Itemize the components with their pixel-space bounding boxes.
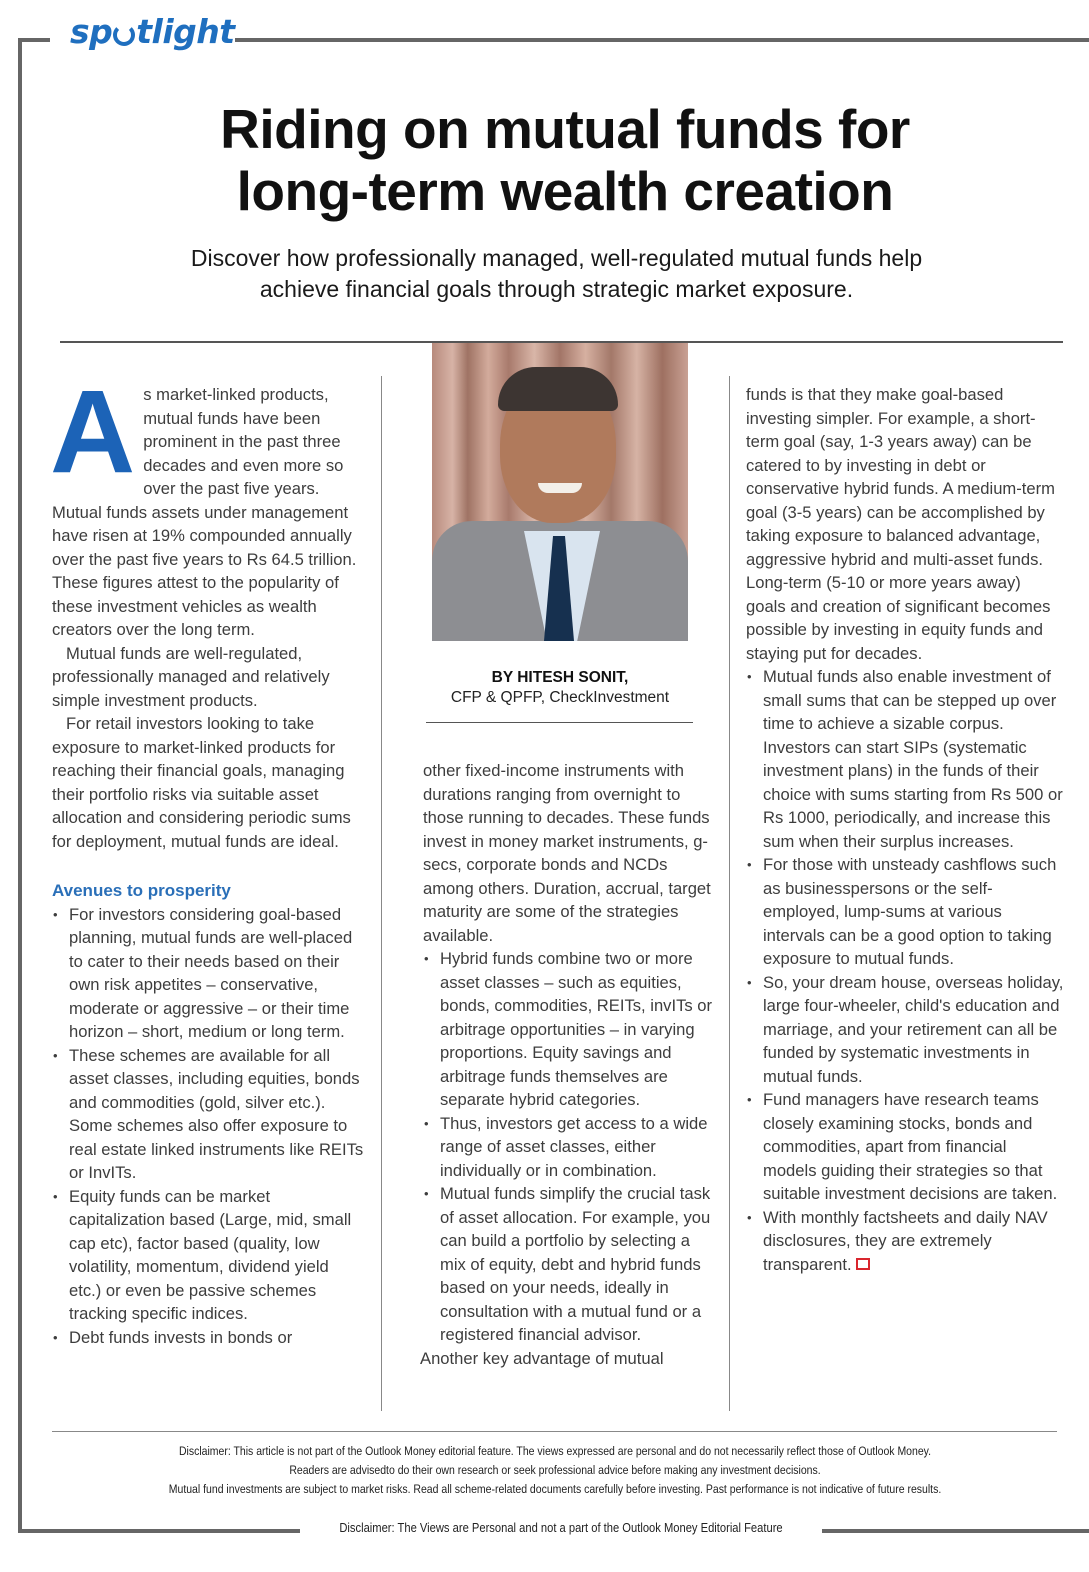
author-credentials: CFP & QPFP, CheckInvestment bbox=[450, 689, 670, 706]
article-column-2 bbox=[420, 759, 719, 1370]
list-item-last bbox=[746, 1206, 1064, 1277]
author-photo bbox=[432, 343, 688, 641]
spotlight-logo bbox=[70, 12, 235, 51]
list-item: • Equity funds can be market capitalization based (Large, mid, small cap etc), factor based (quality, low volatility, momentum, dividend yield etc.) or even be passive schemes tracking specific indices. bbox=[52, 1185, 364, 1326]
article-subtitle bbox=[0, 243, 1089, 305]
list-item: • For those with unsteady cashflows such as businesspersons or the self-employed, lump-sums at various intervals can be a good option to taking exposure to mutual funds. bbox=[746, 853, 1064, 971]
article-column-1 bbox=[50, 366, 364, 1349]
section-heading: Avenues to prosperity bbox=[52, 881, 231, 900]
title-line-1: Riding on mutual funds for bbox=[220, 98, 910, 160]
subtitle-line-2: achieve financial goals through strategic market exposure. bbox=[259, 276, 854, 302]
paragraph: Mutual funds are well-regulated, professionally managed and relatively simple investment products. bbox=[52, 643, 330, 710]
disclaimer-line: Mutual fund investments are subject to market risks. Read all scheme-related documents carefully before investing. Past performance is not indicative of future results. bbox=[168, 1482, 942, 1496]
bullet-list bbox=[52, 903, 364, 1350]
author-byline bbox=[400, 668, 720, 708]
disclaimer-line: Readers are advisedto do their own research or seek professional advice before making any investment decisions. bbox=[289, 1463, 821, 1477]
list-item: • Thus, investors get access to a wide range of asset classes, either individually or in combination. bbox=[423, 1112, 719, 1183]
title-line-2: long-term wealth creation bbox=[236, 160, 894, 222]
paragraph: Another key advantage of mutual bbox=[420, 1348, 664, 1368]
subtitle-line-1: Discover how professionally managed, well-regulated mutual funds help bbox=[190, 245, 923, 271]
disclaimer-block bbox=[129, 1442, 980, 1499]
logo-text-suffix: tlight bbox=[136, 12, 235, 51]
list-item: • Hybrid funds combine two or more asset classes – such as equities, bonds, commodities, REITs, invITs or arbitrage opportunities – in varying proportions. Equity savings and arbitrage funds themselves are separate hybrid categories. bbox=[423, 947, 719, 1112]
photo-hair bbox=[498, 367, 618, 411]
bullet-list bbox=[746, 665, 1064, 1276]
list-item: • Mutual funds also enable investment of small sums that can be stepped up over time to achieve a sizable corpus. Investors can start SIPs (systematic investment plans) in the funds of their choice with sums starting from Rs 500 or Rs 1000, periodically, and increase this sum when their surplus increases. bbox=[746, 665, 1064, 853]
end-of-article-icon bbox=[856, 1258, 870, 1270]
list-item: • Debt funds invests in bonds or bbox=[52, 1326, 364, 1350]
list-item: • Fund managers have research teams closely examining stocks, bonds and commodities, apart from financial models guiding their strategies so that suitable investment decisions are taken. bbox=[746, 1088, 1064, 1206]
paragraph: For retail investors looking to take exposure to market-linked products for reaching their financial goals, managing their portfolio risks via suitable asset allocation and considering periodic sums for deployment, mutual funds are ideal. bbox=[52, 714, 351, 851]
spotlight-o-icon bbox=[113, 24, 135, 46]
column-divider bbox=[381, 376, 382, 1411]
frame-border-top-left bbox=[20, 38, 50, 42]
list-item: • For investors considering goal-based planning, mutual funds are well-placed to cater to their needs based on their own risk appetites – conservative, moderate or aggressive – or their time horizon – short, medium or long term. bbox=[52, 903, 364, 1044]
author-name: BY HITESH SONIT, bbox=[491, 669, 629, 686]
article-title bbox=[0, 98, 1089, 222]
list-item: • These schemes are available for all asset classes, including equities, bonds and commodities (gold, silver etc.). Some schemes also offer exposure to real estate linked instruments like REITs or InvITs. bbox=[52, 1044, 364, 1185]
article-column-3 bbox=[746, 383, 1064, 1276]
footer-disclaimer: Disclaimer: The Views are Personal and not a part of the Outlook Money Editorial Feature bbox=[339, 1520, 783, 1535]
list-item: • Mutual funds simplify the crucial task of asset allocation. For example, you can build a portfolio by selecting a mix of equity, debt and hybrid funds based on your needs, ideally in consultation with a mutual fund or a registered financial advisor. bbox=[423, 1182, 719, 1347]
list-item-text: With monthly factsheets and daily NAV disclosures, they are extremely transparent. bbox=[763, 1207, 1048, 1274]
frame-border-top-right bbox=[235, 38, 1089, 42]
paragraph: other fixed-income instruments with durations ranging from overnight to those running to decades. These funds invest in money market instruments, g-secs, corporate bonds and NCDs among others. Duration, accrual, target maturity are some of the strategies available. bbox=[423, 761, 711, 945]
logo-text-prefix: sp bbox=[70, 12, 113, 51]
frame-border-bottom-left bbox=[18, 1529, 300, 1533]
byline-divider bbox=[426, 722, 693, 723]
intro-paragraph: s market-linked products, mutual funds have been prominent in the past three decades and even more so over the past five years. Mutual funds assets under management have risen at 19% compounded annually over the past five years to Rs 64.5 trillion. These figures attest to the popularity of these investment vehicles as wealth creators over the long term. bbox=[52, 385, 357, 639]
column-divider bbox=[729, 376, 730, 1411]
photo-smile bbox=[538, 483, 582, 493]
drop-cap: A bbox=[50, 366, 136, 498]
footer-divider bbox=[52, 1431, 1057, 1432]
paragraph: funds is that they make goal-based investing simpler. For example, a short-term goal (say, 1-3 years away) can be catered to by investing in debt or conservative hybrid funds. A medium-term goal (3-5 years) can be accomplished by taking exposure to balanced advantage, aggressive hybrid and multi-asset funds. Long-term (5-10 or more years away) goals and creation of significant becomes possible by investing in equity funds and staying put for decades. bbox=[746, 385, 1055, 663]
disclaimer-line: Disclaimer: This article is not part of the Outlook Money editorial feature. The views expressed are personal and do not necessarily reflect those of Outlook Money. bbox=[178, 1444, 932, 1458]
list-item: • So, your dream house, overseas holiday, large four-wheeler, child's education and marriage, and your retirement can all be funded by systematic investments in mutual funds. bbox=[746, 971, 1064, 1089]
bullet-list bbox=[423, 947, 719, 1347]
frame-border-bottom-right bbox=[822, 1529, 1089, 1533]
